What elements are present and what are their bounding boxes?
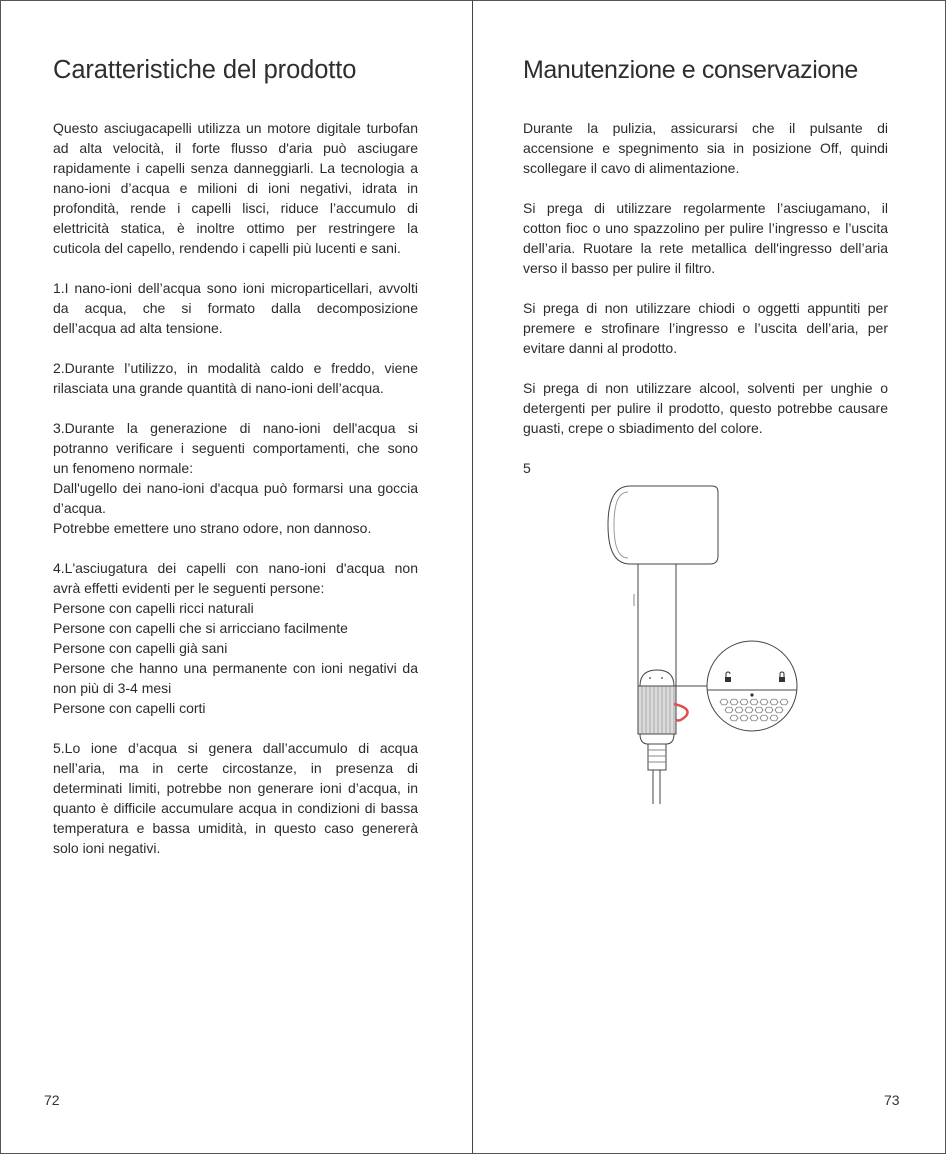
text-line: Persone con capelli già sani bbox=[53, 640, 228, 656]
text-line: verso il basso per pulire il filtro. bbox=[523, 260, 716, 276]
mesh-cell bbox=[720, 699, 728, 705]
step-number: 5 bbox=[523, 460, 531, 476]
text-line: dell’acqua ad alta tensione. bbox=[53, 320, 223, 336]
item-4-paragraph bbox=[53, 558, 418, 718]
text-line: Persone con capelli che si arricciano facilmente bbox=[53, 620, 348, 636]
maintenance-paragraph-4 bbox=[523, 378, 888, 438]
text-line: evitare danni al prodotto. bbox=[523, 340, 678, 356]
left-page-title: Caratteristiche del prodotto bbox=[53, 56, 357, 84]
text-line: premere e strofinare l’ingresso e l’uscita dell’aria, per bbox=[523, 320, 888, 336]
mesh-cell bbox=[760, 715, 768, 721]
text-line: temperatura e bassa umidità, in questo caso genererà bbox=[53, 820, 418, 836]
text-line: Persone che hanno una permanente con ioni negativi da bbox=[53, 660, 418, 676]
text-line: Dall'ugello dei nano-ioni d'acqua può formarsi una goccia bbox=[53, 480, 418, 496]
text-line: nell’aria, ma in certe circostanze, in presenza di bbox=[53, 760, 418, 776]
mesh-cell bbox=[780, 699, 788, 705]
text-line: cuticola del capello, rendendo i capelli più lucenti e sani. bbox=[53, 240, 401, 256]
lock-icon bbox=[779, 672, 785, 682]
text-line: d’acqua. bbox=[53, 500, 106, 516]
mesh-cell bbox=[735, 707, 743, 713]
mesh-cell bbox=[745, 707, 753, 713]
text-line: determinati limiti, potrebbe non generare ioni d’acqua, in bbox=[53, 780, 418, 796]
text-line: accensione e spegnimento sia in posizione Off, quindi bbox=[523, 140, 888, 156]
filter-detail-zoom bbox=[707, 641, 797, 731]
mesh-cell bbox=[770, 715, 778, 721]
left-page-number: 72 bbox=[44, 1092, 60, 1108]
text-line: Persone con capelli ricci naturali bbox=[53, 600, 254, 616]
text-line: 1.I nano-ioni dell’acqua sono ioni microparticellari, avvolti bbox=[53, 280, 418, 296]
left-page bbox=[53, 54, 418, 878]
mesh-cell bbox=[730, 715, 738, 721]
text-line: Durante la pulizia, assicurarsi che il pulsante di bbox=[523, 120, 888, 136]
text-line: Si prega di non utilizzare chiodi o oggetti appuntiti per bbox=[523, 300, 888, 316]
mesh-cell bbox=[750, 699, 758, 705]
text-line: ad alta velocità, il forte flusso d'aria può asciugare bbox=[53, 140, 418, 156]
text-line: quanto è difficile accumulare acqua in condizioni di bassa bbox=[53, 800, 418, 816]
text-line: guasti, crepe o sbiadimento del colore. bbox=[523, 420, 763, 436]
mesh-cell bbox=[750, 715, 758, 721]
rotate-knob bbox=[640, 670, 674, 686]
text-line: cotton fioc o uno spazzolino per pulire l’ingresso e l’uscita bbox=[523, 220, 888, 236]
page-divider bbox=[472, 0, 473, 1153]
text-line: da acqua, che si formato dalla decomposizione bbox=[53, 300, 418, 316]
item-1-paragraph bbox=[53, 278, 418, 338]
text-line: nano-ioni d’acqua e milioni di ioni negativi, idrata in bbox=[53, 180, 418, 196]
mesh-cell bbox=[725, 707, 733, 713]
mesh-cell bbox=[740, 699, 748, 705]
mesh-cell bbox=[760, 699, 768, 705]
text-line: un fenomeno normale: bbox=[53, 460, 194, 476]
text-line: 3.Durante la generazione di nano-ioni dell'acqua si bbox=[53, 420, 418, 436]
text-line: non più di 3-4 mesi bbox=[53, 680, 172, 696]
item-5-paragraph bbox=[53, 738, 418, 858]
maintenance-paragraph-3 bbox=[523, 298, 888, 358]
text-line: avrà effetti evidenti per le seguenti persone: bbox=[53, 580, 325, 596]
item-2-paragraph bbox=[53, 358, 418, 398]
right-page bbox=[523, 54, 888, 488]
text-line: Si prega di utilizzare regolarmente l’asciugamano, il bbox=[523, 200, 888, 216]
mesh-cell bbox=[765, 707, 773, 713]
right-page-title: Manutenzione e conservazione bbox=[523, 56, 858, 84]
text-line: Persone con capelli corti bbox=[53, 700, 206, 716]
text-line: 2.Durante l’utilizzo, in modalità caldo e freddo, viene bbox=[53, 360, 418, 376]
mesh-cell bbox=[730, 699, 738, 705]
hair-dryer-illustration bbox=[600, 478, 820, 808]
dryer-nozzle-inner bbox=[614, 492, 628, 558]
item-3-paragraph bbox=[53, 418, 418, 538]
text-line: potranno verificare i seguenti comportamenti, che sono bbox=[53, 440, 418, 456]
text-line: 5.Lo ione d’acqua si genera dall’accumulo di acqua bbox=[53, 740, 418, 756]
right-page-number: 73 bbox=[884, 1092, 900, 1108]
text-line: solo ioni negativi. bbox=[53, 840, 161, 856]
text-line: rilasciata una grande quantità di nano-ioni dell’acqua. bbox=[53, 380, 384, 396]
mesh-cell bbox=[770, 699, 778, 705]
text-line: dell’aria. Ruotare la rete metallica dell'ingresso dell’aria bbox=[523, 240, 888, 256]
dryer-head bbox=[608, 486, 718, 564]
text-line: Si prega di non utilizzare alcool, solventi per unghie o bbox=[523, 380, 888, 396]
maintenance-paragraph-1 bbox=[523, 118, 888, 178]
text-line: scollegare il cavo di alimentazione. bbox=[523, 160, 740, 176]
text-line: Questo asciugacapelli utilizza un motore digitale turbofan bbox=[53, 120, 418, 136]
mesh-cell bbox=[740, 715, 748, 721]
text-line: rapidamente i capelli senza danneggiarli. La tecnologia a bbox=[53, 160, 418, 176]
intro-paragraph bbox=[53, 118, 418, 258]
text-line: detergenti per pulire il prodotto, questo potrebbe causare bbox=[523, 400, 888, 416]
text-line: Potrebbe emettere uno strano odore, non dannoso. bbox=[53, 520, 372, 536]
maintenance-paragraph-2 bbox=[523, 198, 888, 278]
text-line: 4.L'asciugatura dei capelli con nano-ioni d'acqua non bbox=[53, 560, 418, 576]
text-line: profondità, rende i capelli lisci, riduce l’accumulo di bbox=[53, 200, 418, 216]
unlock-icon bbox=[725, 672, 731, 682]
mesh-cell bbox=[755, 707, 763, 713]
mesh-cell bbox=[775, 707, 783, 713]
text-line: elettricità statica, è inoltre ottimo per restringere la bbox=[53, 220, 418, 236]
